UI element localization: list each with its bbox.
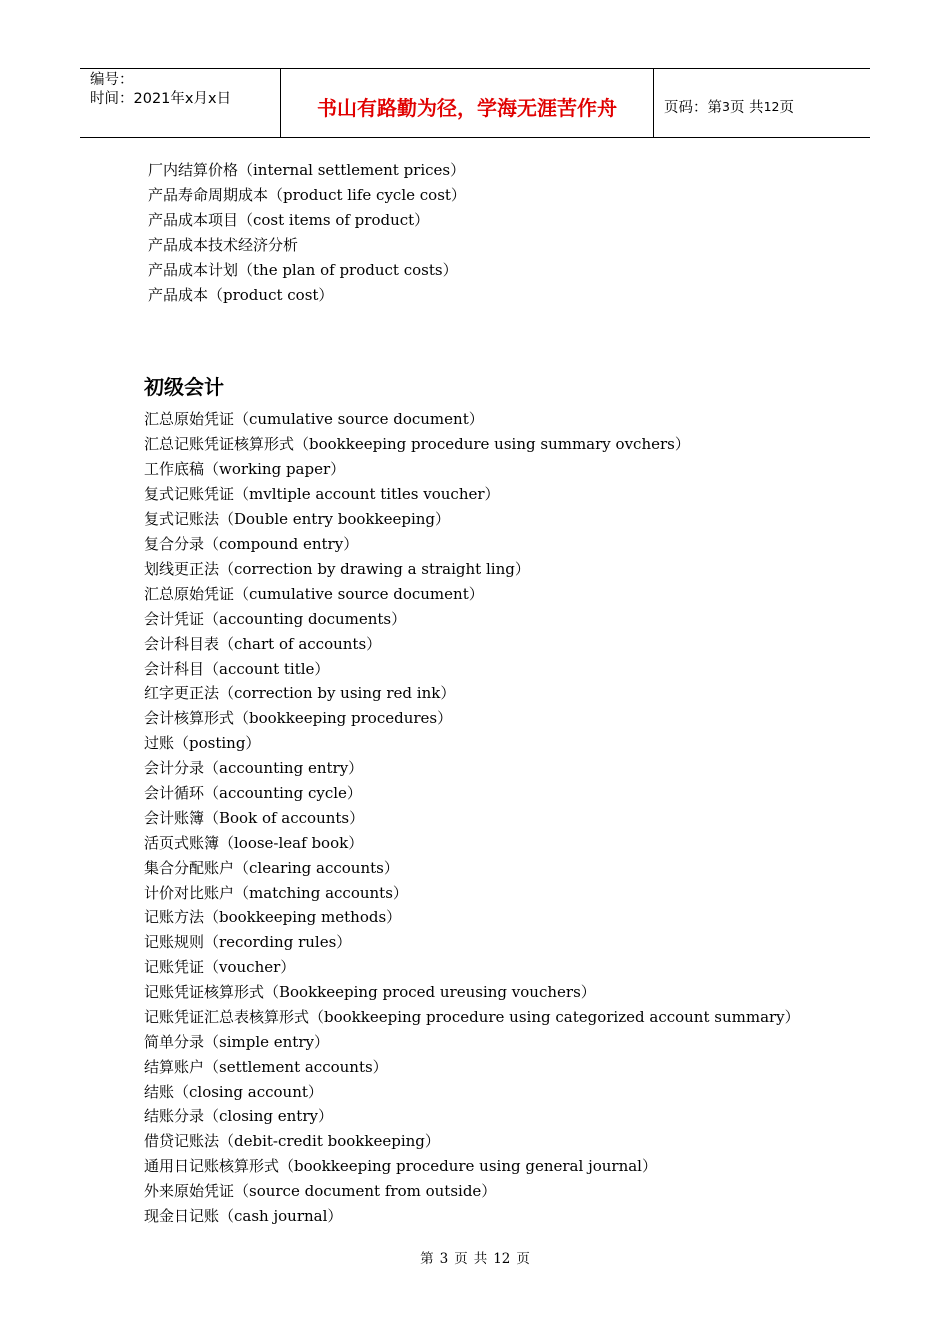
list-item: 厂内结算价格（internal settlement prices）	[148, 161, 466, 179]
list-item: 记账凭证汇总表核算形式（bookkeeping procedure using categorized account summary）	[144, 1008, 800, 1026]
list-item: 活页式账簿（loose-leaf book）	[144, 834, 364, 852]
list-item: 汇总记账凭证核算形式（bookkeeping procedure using summary ovchers）	[144, 435, 690, 453]
list-item: 划线更正法（correction by drawing a straight ling）	[144, 560, 530, 578]
list-item: 集合分配账户（clearing accounts）	[144, 859, 399, 877]
list-item: 结账分录（closing entry）	[144, 1107, 333, 1125]
list-item: 通用日记账核算形式（bookkeeping procedure using general journal）	[144, 1157, 657, 1175]
list-item: 工作底稿（working paper）	[144, 460, 346, 478]
list-item: 记账规则（recording rules）	[144, 933, 352, 951]
list-item: 外来原始凭证（source document from outside）	[144, 1182, 497, 1200]
page-number: 3	[722, 98, 730, 114]
list-item: 简单分录（simple entry）	[144, 1033, 329, 1051]
list-item: 产品成本项目（cost items of product）	[148, 211, 430, 229]
date-text: 2021年x月x日	[133, 91, 232, 107]
list-item: 记账凭证（voucher）	[144, 958, 296, 976]
footer-total: 12	[493, 1251, 511, 1267]
page-footer	[0, 1247, 950, 1267]
list-item: 过账（posting）	[144, 734, 261, 752]
footer-gong: 共	[473, 1251, 488, 1267]
time-line	[90, 90, 280, 109]
number-label: 编号：	[90, 72, 134, 88]
list-item: 会计科目（account title）	[144, 660, 330, 678]
list-item: 复式记账法（Double entry bookkeeping）	[144, 510, 450, 528]
list-item: 产品成本计划（the plan of product costs）	[148, 261, 458, 279]
list-item: 结算账户（settlement accounts）	[144, 1058, 388, 1076]
section-title: 初级会计	[144, 375, 224, 399]
list-item: 汇总原始凭证（cumulative source document）	[144, 585, 484, 603]
list-item: 会计循环（accounting cycle）	[144, 784, 362, 802]
list-item: 产品寿命周期成本（product life cycle cost）	[148, 186, 466, 204]
list-item: 产品成本（product cost）	[148, 286, 334, 304]
list-item: 记账方法（bookkeeping methods）	[144, 908, 402, 926]
motto-text: 书山有路勤为径，学海无涯苦作舟	[317, 95, 617, 120]
page-suffix: 页	[779, 99, 794, 116]
list-item: 借贷记账法（debit-credit bookkeeping）	[144, 1132, 440, 1150]
list-item: 汇总原始凭证（cumulative source document）	[144, 410, 484, 428]
list-item: 记账凭证核算形式（Bookkeeping proced ureusing vouchers）	[144, 983, 596, 1001]
header-table	[80, 68, 870, 138]
page-prefix: 页码：第	[664, 99, 722, 116]
list-item: 会计核算形式（bookkeeping procedures）	[144, 709, 453, 727]
list-item: 复合分录（compound entry）	[144, 535, 359, 553]
list-item: 产品成本技术经济分析	[148, 236, 299, 254]
list-item: 会计凭证（accounting documents）	[144, 610, 407, 628]
list-item: 结账（closing account）	[144, 1083, 323, 1101]
list-item: 复式记账凭证（mvltiple account titles voucher）	[144, 485, 500, 503]
list-item: 红字更正法（correction by using red ink）	[144, 684, 456, 702]
motto-cell	[281, 69, 654, 137]
footer-ye: 页	[454, 1251, 468, 1267]
time-label: 时间：	[90, 91, 134, 107]
list-item: 现金日记账（cash journal）	[144, 1207, 343, 1225]
header-meta-cell	[80, 69, 281, 137]
list-item: 会计分录（accounting entry）	[144, 759, 364, 777]
page-total: 12	[763, 98, 780, 114]
footer-di: 第	[420, 1251, 434, 1267]
page-mid: 页 共	[729, 99, 764, 116]
page-info-cell	[654, 69, 870, 137]
footer-ye-end: 页	[516, 1251, 530, 1267]
footer-page: 3	[439, 1251, 449, 1267]
list-item: 计价对比账户（matching accounts）	[144, 884, 408, 902]
list-item: 会计科目表（chart of accounts）	[144, 635, 382, 653]
list-item: 会计账簿（Book of accounts）	[144, 809, 365, 827]
